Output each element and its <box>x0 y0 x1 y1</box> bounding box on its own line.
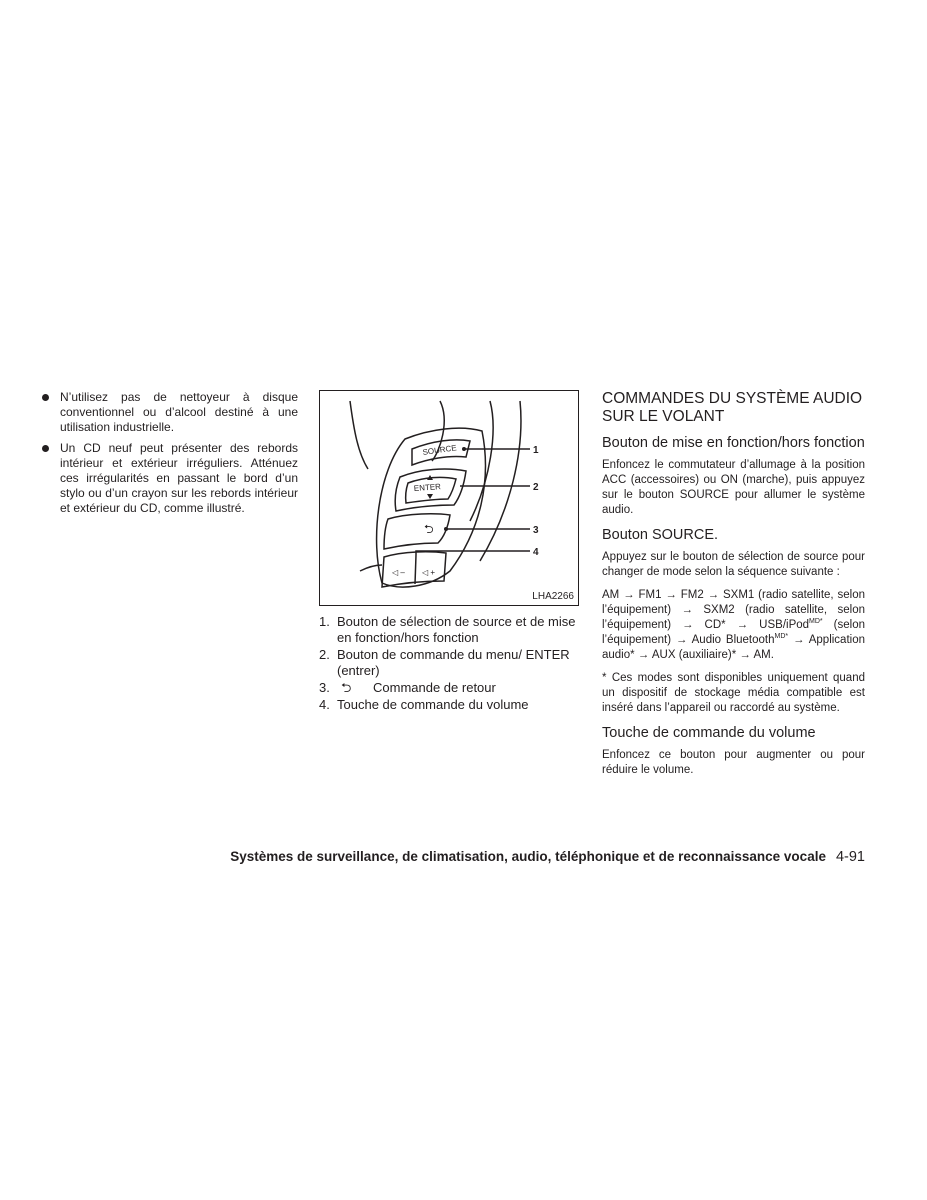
bullet-item: Un CD neuf peut présenter des rebords intérieur et extérieur irréguliers. Atténuez ces irrégularités en passant le bord d’un stylo ou d’un crayon sur les rebords intérieur et extérieur du CD, comme illustré. <box>40 441 298 516</box>
volume-minus-label: ◁ – <box>392 568 405 577</box>
callout-4: 4 <box>533 547 539 558</box>
chapter-title: Systèmes de surveillance, de climatisation, audio, téléphonique et de reconnaissance vocale <box>230 849 826 864</box>
figure-code: LHA2266 <box>532 591 574 602</box>
bullet-list <box>40 390 298 516</box>
figure-legend <box>319 614 581 713</box>
return-icon: ⮌ <box>424 522 434 536</box>
callout-1: 1 <box>533 445 539 456</box>
source-button-label: SOURCE <box>422 443 458 457</box>
legend-item: 3. ⮌ Commande de retour <box>319 680 496 695</box>
left-column <box>40 390 298 522</box>
legend-item: 2. Bouton de commande du menu/ ENTER (entrer) <box>319 647 570 678</box>
bullet-item: N’utilisez pas de nettoyeur à disque conventionnel ou d’alcool destiné à une utilisation industrielle. <box>40 390 298 435</box>
paragraph-power: Enfoncez le commutateur d’allumage à la position ACC (accessoires) ou ON (marche), puis appuyez sur le bouton SOURCE pour allumer le système audio. <box>602 459 865 516</box>
page-number: 4-91 <box>835 849 865 865</box>
steering-wheel-switch-drawing <box>320 391 578 605</box>
right-column <box>602 390 865 786</box>
footnote: * Ces modes sont disponibles uniquement quand un dispositif de stockage média compatible est inséré dans l’appareil ou raccordé au système. <box>602 672 865 714</box>
steering-wheel-controls-illustration <box>319 390 579 606</box>
subheading-volume: Touche de commande du volume <box>602 725 816 741</box>
bullet-dot-icon <box>42 394 49 401</box>
subheading-power: Bouton de mise en fonction/hors fonction <box>602 435 865 451</box>
page-footer <box>0 849 865 865</box>
legend-item: 1. Bouton de sélection de source et de mise en fonction/hors fonction <box>319 614 576 645</box>
section-heading: COMMANDES DU SYSTÈME AUDIO SUR LE VOLANT <box>602 390 863 425</box>
return-icon: ⮌ <box>341 680 352 695</box>
enter-button-label: ENTER <box>413 482 442 493</box>
volume-plus-label: ◁ + <box>422 568 436 577</box>
bullet-dot-icon <box>42 445 49 452</box>
paragraph-source: Appuyez sur le bouton de sélection de source pour changer de mode selon la séquence suivante : <box>602 551 865 578</box>
legend-item: 4. Touche de commande du volume <box>319 697 529 712</box>
paragraph-volume: Enfoncez ce bouton pour augmenter ou pour réduire le volume. <box>602 749 865 776</box>
middle-column <box>319 390 581 714</box>
callout-3: 3 <box>533 525 539 536</box>
subheading-source: Bouton SOURCE. <box>602 527 719 543</box>
callout-2: 2 <box>533 482 539 493</box>
mode-sequence: AM → FM1 → FM2 → SXM1 (radio satellite, selon l’équipement) → SXM2 (radio satellite, selon l’équipement) → CD* → USB/iPod$^{MD*}$ (selon l’équipement) → Audio Bluetooth$^{MD*}$ → Application audio* → AUX (auxiliaire)* → AM. <box>602 589 865 661</box>
